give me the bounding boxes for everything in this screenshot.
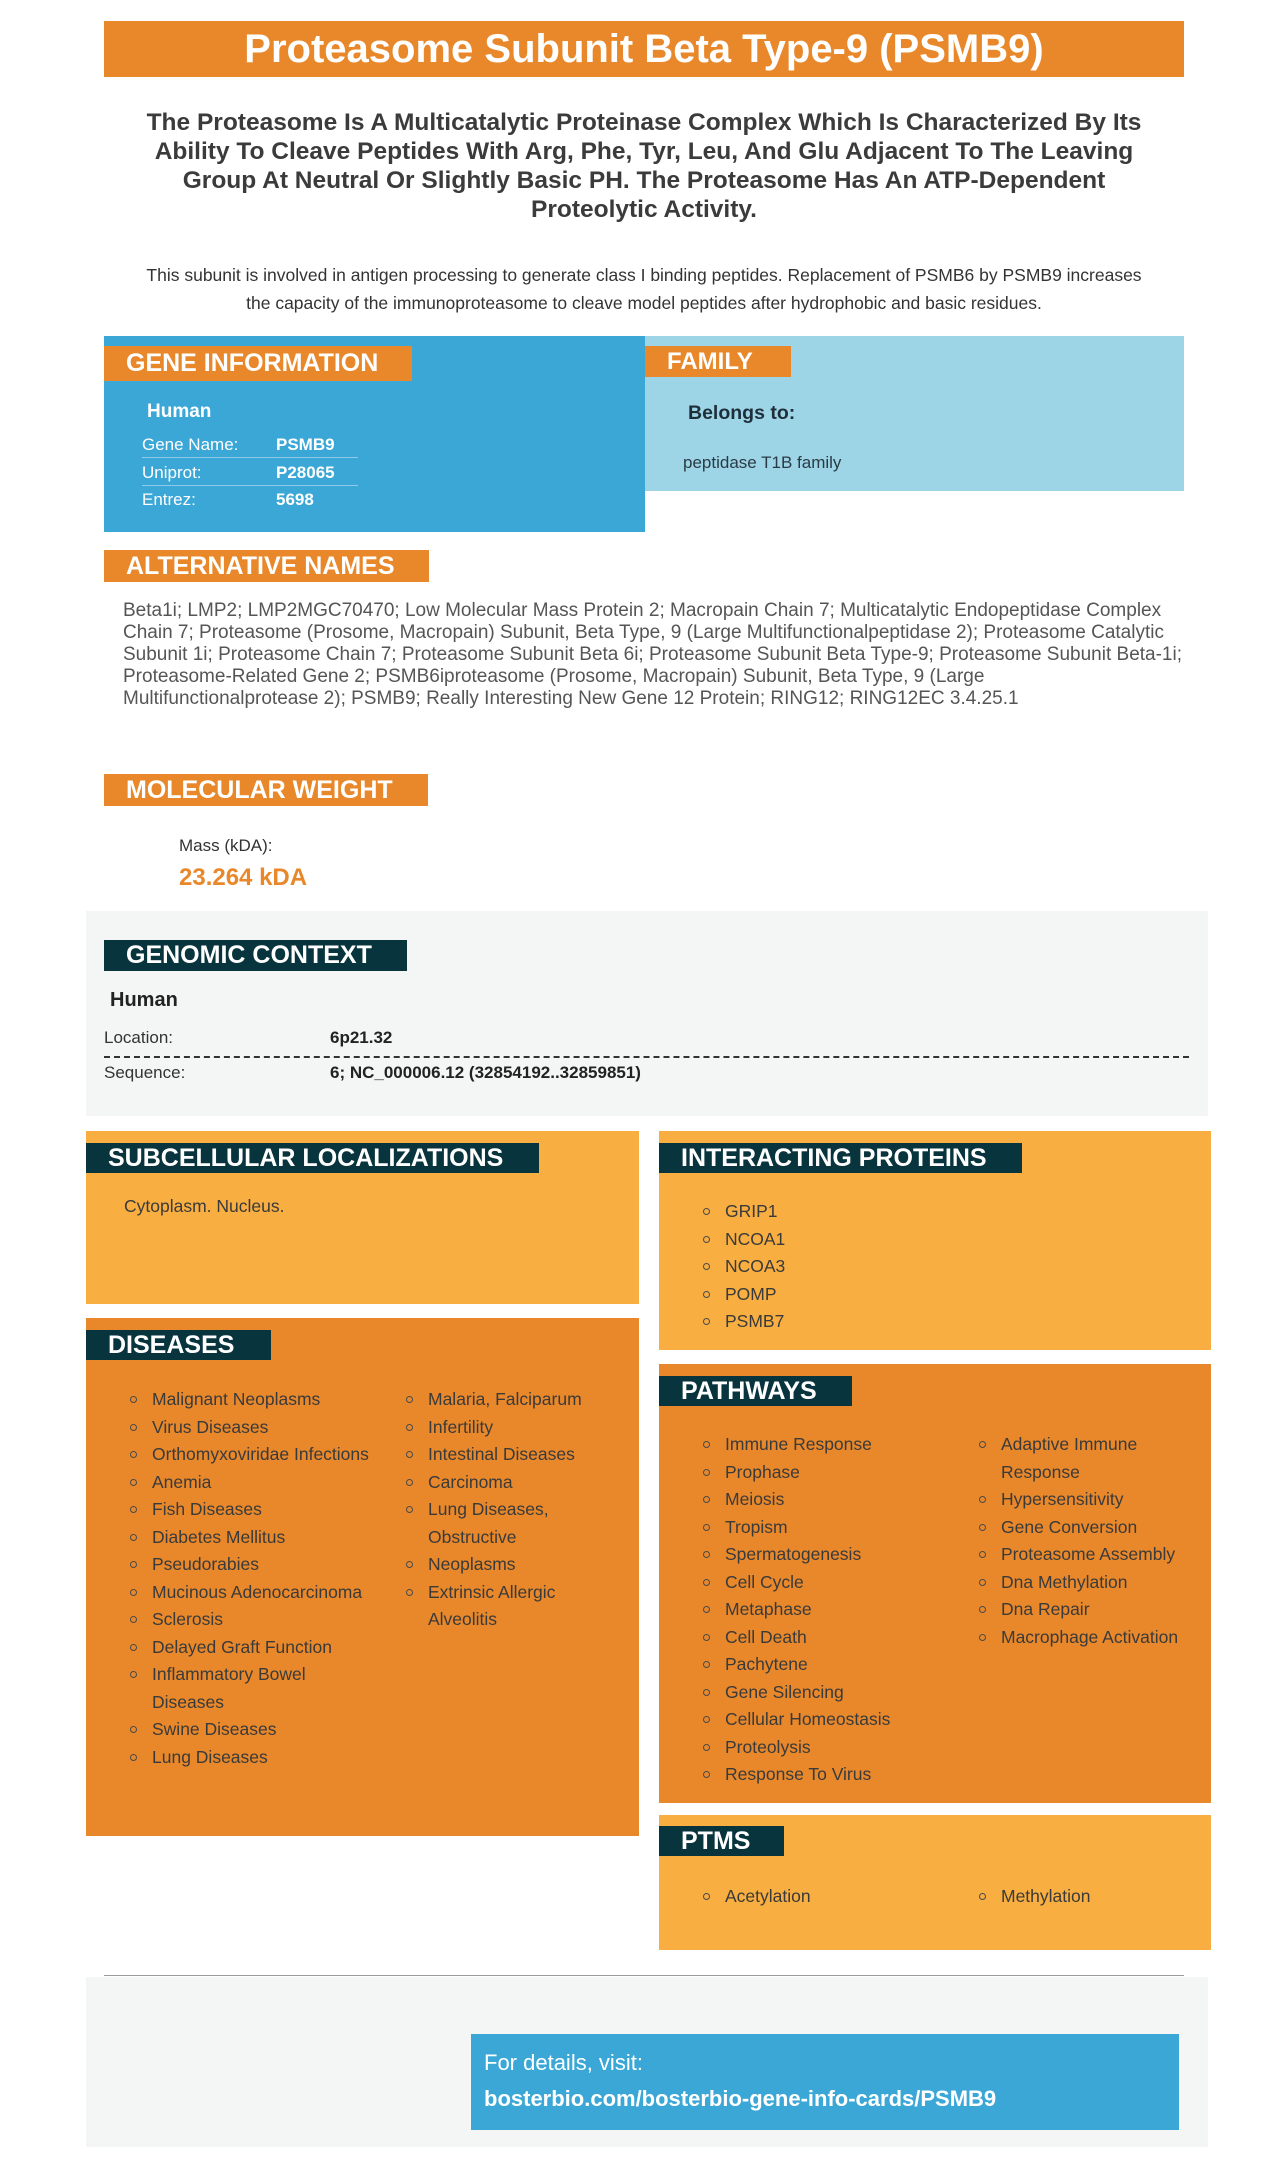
disease-item: Infertility	[406, 1414, 626, 1442]
pathway-item: Cell Cycle	[703, 1569, 953, 1597]
pathways-heading: PATHWAYS	[659, 1376, 852, 1406]
uniprot-value: P28065	[276, 463, 335, 482]
interacting-list	[703, 1198, 1003, 1336]
pathways-list-col1	[703, 1431, 953, 1789]
diseases-heading: DISEASES	[86, 1330, 271, 1360]
disease-item: Malaria, Falciparum	[406, 1386, 626, 1414]
diseases-list-col2	[406, 1386, 626, 1634]
disease-item: Carcinoma	[406, 1469, 626, 1497]
entrez-label: Entrez:	[142, 490, 196, 509]
molecular-weight-heading: MOLECULAR WEIGHT	[104, 774, 428, 806]
gene-name-row	[142, 431, 358, 458]
interacting-protein-item: NCOA3	[703, 1253, 1003, 1281]
disease-item: Neoplasms	[406, 1551, 626, 1579]
gene-name-label: Gene Name:	[142, 435, 239, 454]
disease-item: Anemia	[130, 1469, 370, 1497]
location-label: Location:	[104, 1028, 173, 1047]
family-heading: FAMILY	[645, 346, 791, 377]
disease-item: Sclerosis	[130, 1606, 370, 1634]
pathway-item: Meiosis	[703, 1486, 953, 1514]
pathway-item: Proteolysis	[703, 1734, 953, 1762]
alternative-names-heading: ALTERNATIVE NAMES	[104, 550, 429, 582]
interacting-protein-item: PSMB7	[703, 1308, 1003, 1336]
sequence-label: Sequence:	[104, 1063, 186, 1082]
pathway-item: Proteasome Assembly	[979, 1541, 1189, 1569]
disease-item: Lung Diseases	[130, 1744, 370, 1772]
subcellular-panel	[86, 1131, 639, 1304]
subcellular-heading: SUBCELLULAR LOCALIZATIONS	[86, 1143, 539, 1173]
pathway-item: Gene Conversion	[979, 1514, 1189, 1542]
pathway-item: Tropism	[703, 1514, 953, 1542]
uniprot-label: Uniprot:	[142, 463, 202, 482]
page-title: Proteasome Subunit Beta Type-9 (PSMB9)	[244, 27, 1044, 71]
disease-item: Virus Diseases	[130, 1414, 370, 1442]
disease-item: Pseudorabies	[130, 1551, 370, 1579]
interacting-protein-item: NCOA1	[703, 1226, 1003, 1254]
pathways-panel	[659, 1364, 1211, 1803]
entrez-value: 5698	[276, 490, 314, 509]
pathway-item: Spermatogenesis	[703, 1541, 953, 1569]
genomic-context-panel	[86, 911, 1208, 1116]
disease-item: Orthomyxoviridae Infections	[130, 1441, 370, 1469]
gene-information-heading: GENE INFORMATION	[104, 346, 412, 381]
gene-information-panel	[104, 336, 645, 532]
family-value: peptidase T1B family	[683, 453, 842, 472]
disease-item: Delayed Graft Function	[130, 1634, 370, 1662]
disease-item: Extrinsic Allergic Alveolitis	[406, 1579, 626, 1634]
disease-item: Malignant Neoplasms	[130, 1386, 370, 1414]
ptms-heading: PTMS	[659, 1826, 784, 1856]
mass-label: Mass (kDA):	[179, 836, 273, 855]
interacting-heading: INTERACTING PROTEINS	[659, 1143, 1022, 1173]
footer-link-box[interactable]	[471, 2034, 1179, 2130]
diseases-panel	[86, 1318, 639, 1836]
pathway-item: Metaphase	[703, 1596, 953, 1624]
disease-item: Fish Diseases	[130, 1496, 370, 1524]
footer-line1: For details, visit:	[484, 2050, 643, 2075]
interacting-panel	[659, 1131, 1211, 1350]
family-panel	[645, 336, 1184, 491]
uniprot-row	[142, 459, 358, 486]
subcellular-text: Cytoplasm. Nucleus.	[124, 1196, 285, 1216]
family-belongs-label: Belongs to:	[688, 402, 796, 424]
footer-divider	[104, 1975, 1184, 1976]
pathway-item: Response To Virus	[703, 1761, 953, 1789]
genomic-divider	[104, 1056, 1189, 1058]
sequence-value: 6; NC_000006.12 (32854192..32859851)	[330, 1063, 641, 1082]
pathway-item: Cellular Homeostasis	[703, 1706, 953, 1734]
disease-item: Inflammatory Bowel Diseases	[130, 1661, 370, 1716]
ptm-item: Methylation	[979, 1883, 1189, 1911]
pathway-item: Adaptive Immune Response	[979, 1431, 1189, 1486]
disease-item: Swine Diseases	[130, 1716, 370, 1744]
ptms-list-col1	[703, 1883, 953, 1911]
pathway-item: Dna Methylation	[979, 1569, 1189, 1597]
pathway-item: Dna Repair	[979, 1596, 1189, 1624]
gene-name-value: PSMB9	[276, 435, 335, 454]
interacting-protein-item: GRIP1	[703, 1198, 1003, 1226]
pathway-item: Prophase	[703, 1459, 953, 1487]
pathway-item: Cell Death	[703, 1624, 953, 1652]
pathway-item: Macrophage Activation	[979, 1624, 1189, 1652]
genomic-context-heading: GENOMIC CONTEXT	[104, 940, 407, 971]
pathways-list-col2	[979, 1431, 1189, 1651]
disease-item: Intestinal Diseases	[406, 1441, 626, 1469]
genomic-species: Human	[110, 989, 178, 1011]
disease-item: Mucinous Adenocarcinoma	[130, 1579, 370, 1607]
diseases-list-col1	[130, 1386, 370, 1771]
alternative-names-text: Beta1i; LMP2; LMP2MGC70470; Low Molecular Mass Protein 2; Macropain Chain 7; Multicatalytic Endopeptidase Complex Chain 7; Proteasome (Prosome, Macropain) Subunit, Beta Type, 9 (Large Multifunctionalpeptidase 2); Proteasome Catalytic Subunit 1i; Proteasome Chain 7; Proteasome Subunit Beta 6i; Proteasome Subunit Beta Type-9; Proteasome Subunit Beta-1i; Proteasome-Related Gene 2; PSMB6iproteasome (Prosome, Macropain) Subunit, Beta Type, 9 (Large Multifunctionalprotease 2); PSMB9; Really Interesting New Gene 12 Protein; RING12; RING12EC 3.4.25.1	[123, 600, 1182, 709]
entrez-row	[142, 486, 358, 513]
summary: This subunit is involved in antigen processing to generate class I binding peptides. Replacement of PSMB6 by PSMB9 increases the capacity of the immunoproteasome to cleave model peptides after hydrophobic and basic residues.	[146, 265, 1142, 313]
pathway-item: Gene Silencing	[703, 1679, 953, 1707]
mass-value: 23.264 kDA	[179, 864, 308, 891]
interacting-protein-item: POMP	[703, 1281, 1003, 1309]
title-bar	[104, 21, 1184, 77]
pathway-item: Immune Response	[703, 1431, 953, 1459]
pathway-item: Pachytene	[703, 1651, 953, 1679]
footer-link[interactable]: bosterbio.com/bosterbio-gene-info-cards/PSMB9	[484, 2086, 997, 2111]
disease-item: Lung Diseases, Obstructive	[406, 1496, 626, 1551]
location-value: 6p21.32	[330, 1028, 393, 1047]
ptms-list-col2	[979, 1883, 1189, 1911]
ptms-panel	[659, 1815, 1211, 1950]
disease-item: Diabetes Mellitus	[130, 1524, 370, 1552]
gene-species: Human	[147, 401, 212, 422]
ptm-item: Acetylation	[703, 1883, 953, 1911]
pathway-item: Hypersensitivity	[979, 1486, 1189, 1514]
headline: The Proteasome Is A Multicatalytic Proteinase Complex Which Is Characterized By Its Ability To Cleave Peptides With Arg, Phe, Tyr, Leu, And Glu Adjacent To The Leaving Group At Neutral Or Slightly Basic PH. The Proteasome Has An ATP-Dependent Proteolytic Activity.	[146, 109, 1142, 223]
